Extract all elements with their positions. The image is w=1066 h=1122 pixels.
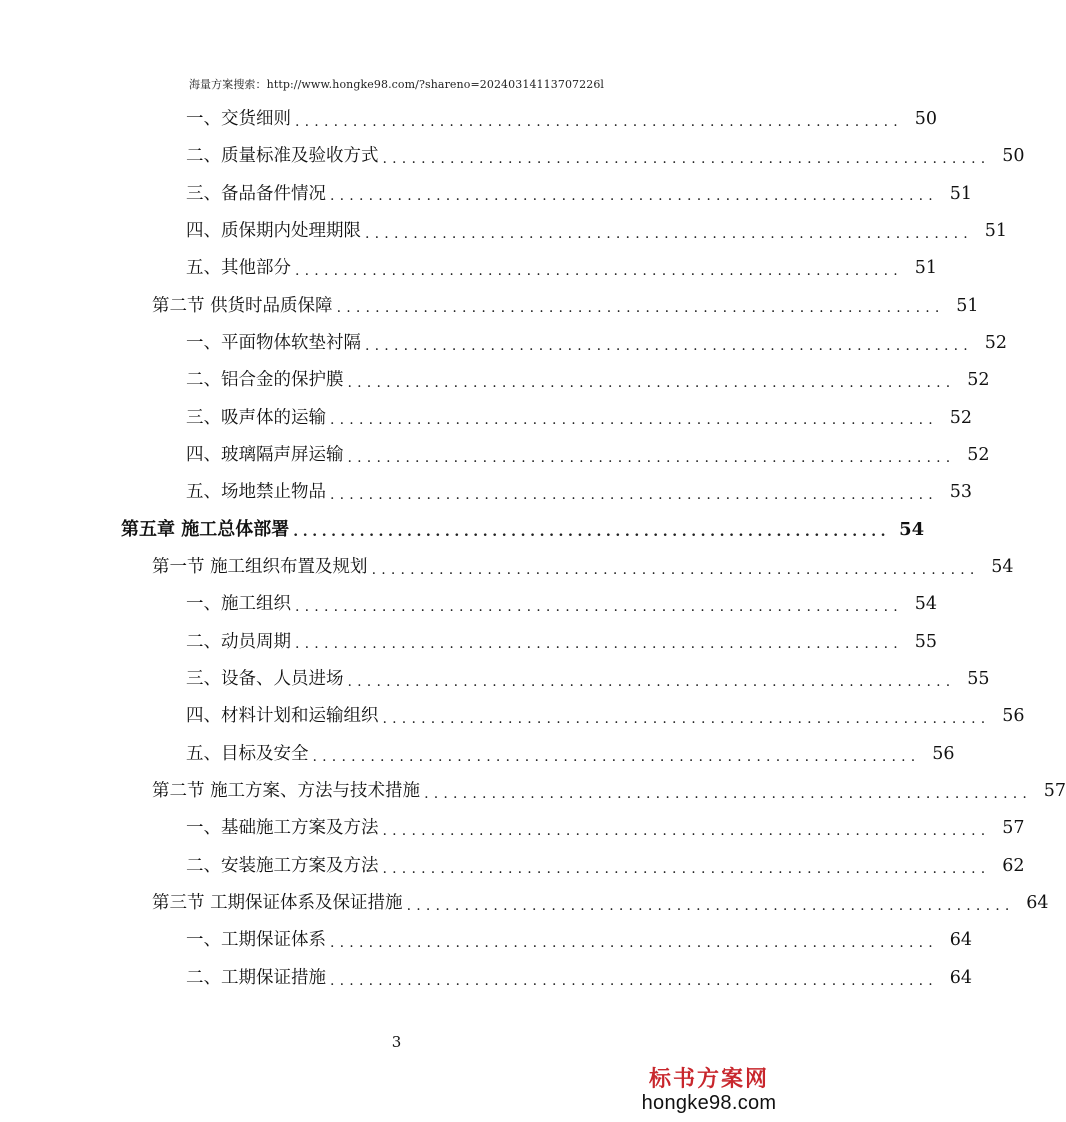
toc-dot-leader: ............................................................... — [382, 823, 991, 840]
table-of-contents — [0, 101, 1066, 997]
toc-entry-page-number: 53 — [949, 482, 972, 503]
toc-entry-item[interactable] — [0, 362, 990, 399]
toc-dot-leader: ............................................................... — [347, 673, 956, 690]
toc-dot-leader: ............................................................... — [382, 711, 991, 728]
toc-entry-item[interactable] — [0, 736, 955, 773]
toc-dot-leader: ............................................................... — [312, 748, 921, 765]
toc-entry-title: 五、其他部分 — [186, 258, 291, 279]
toc-entry-page-number: 54 — [899, 519, 925, 541]
toc-entry-page-number: 57 — [1002, 818, 1025, 839]
toc-entry-item[interactable] — [0, 699, 1025, 736]
toc-entry-section[interactable] — [0, 288, 979, 325]
toc-entry-title: 三、吸声体的运输 — [186, 407, 326, 428]
toc-entry-page-number: 50 — [914, 108, 937, 129]
toc-dot-leader: ............................................................... — [295, 636, 903, 653]
toc-entry-title: 四、质保期内处理期限 — [186, 220, 361, 241]
toc-entry-item[interactable] — [0, 960, 972, 997]
toc-entry-page-number: 55 — [967, 669, 990, 690]
toc-dot-leader: ............................................................... — [293, 524, 891, 541]
toc-entry-title: 五、目标及安全 — [186, 743, 309, 764]
header-share-note: 海量方案搜索：http://www.hongke98.com/?shareno=20240314113707226l — [188, 78, 605, 91]
toc-entry-item[interactable] — [0, 325, 1007, 362]
toc-entry-item[interactable] — [0, 586, 937, 623]
toc-entry-title: 三、备品备件情况 — [186, 183, 326, 204]
toc-entry-item[interactable] — [0, 176, 972, 213]
toc-dot-leader: ............................................................... — [347, 449, 956, 466]
toc-entry-page-number: 55 — [914, 631, 937, 652]
toc-entry-title: 一、平面物体软垫衬隔 — [186, 332, 361, 353]
toc-entry-title: 第三节 工期保证体系及保证措施 — [152, 893, 403, 914]
toc-entry-item[interactable] — [0, 923, 972, 960]
toc-entry-title: 第二节 施工方案、方法与技术措施 — [152, 781, 421, 802]
toc-entry-page-number: 54 — [991, 557, 1014, 578]
toc-dot-leader: ............................................................... — [336, 300, 945, 317]
page-number: 3 — [391, 1033, 402, 1051]
toc-dot-leader: ............................................................... — [330, 412, 938, 429]
toc-entry-title: 二、工期保证措施 — [186, 967, 326, 988]
toc-entry-section[interactable] — [0, 773, 1066, 810]
toc-dot-leader: ............................................................... — [406, 897, 1015, 914]
toc-entry-title: 二、安装施工方案及方法 — [186, 855, 379, 876]
toc-entry-title: 一、交货细则 — [186, 108, 291, 129]
toc-entry-item[interactable] — [0, 811, 1025, 848]
toc-entry-page-number: 64 — [1026, 893, 1049, 914]
watermark-en-text: hongke98.com — [641, 1092, 777, 1114]
toc-dot-leader: ............................................................... — [382, 151, 991, 168]
toc-entry-page-number: 57 — [1043, 781, 1066, 802]
toc-dot-leader: ............................................................... — [330, 972, 938, 989]
toc-dot-leader: ............................................................... — [295, 113, 903, 130]
toc-entry-item[interactable] — [0, 213, 1007, 250]
toc-entry-item[interactable] — [0, 624, 937, 661]
toc-dot-leader: ............................................................... — [330, 188, 938, 205]
toc-entry-section[interactable] — [0, 885, 1049, 922]
toc-entry-title: 一、施工组织 — [186, 594, 291, 615]
toc-entry-title: 第五章 施工总体部署 — [121, 519, 290, 541]
toc-entry-item[interactable] — [0, 437, 990, 474]
toc-entry-item[interactable] — [0, 661, 990, 698]
toc-dot-leader: ............................................................... — [382, 860, 991, 877]
toc-dot-leader: ............................................................... — [295, 599, 903, 616]
toc-entry-page-number: 51 — [984, 220, 1007, 241]
toc-entry-page-number: 64 — [949, 967, 972, 988]
toc-entry-item[interactable] — [0, 138, 1025, 175]
toc-dot-leader: ............................................................... — [347, 375, 956, 392]
toc-dot-leader: ............................................................... — [365, 337, 973, 354]
toc-entry-title: 第二节 供货时品质保障 — [152, 295, 333, 316]
toc-entry-title: 四、材料计划和运输组织 — [186, 706, 379, 727]
toc-dot-leader: ............................................................... — [365, 225, 973, 242]
toc-entry-page-number: 56 — [932, 743, 955, 764]
watermark-cn-text: 标书方案网 — [648, 1066, 769, 1092]
toc-entry-page-number: 50 — [1002, 146, 1025, 167]
toc-entry-page-number: 64 — [949, 930, 972, 951]
toc-dot-leader: ............................................................... — [371, 561, 980, 578]
toc-entry-page-number: 52 — [967, 445, 990, 466]
toc-entry-title: 三、设备、人员进场 — [186, 669, 344, 690]
toc-dot-leader: ............................................................... — [330, 487, 938, 504]
toc-entry-title: 一、工期保证体系 — [186, 930, 326, 951]
toc-entry-page-number: 54 — [914, 594, 937, 615]
toc-entry-section[interactable] — [0, 549, 1014, 586]
toc-dot-leader: ............................................................... — [330, 935, 938, 952]
toc-entry-title: 五、场地禁止物品 — [186, 482, 326, 503]
toc-dot-leader: ............................................................... — [424, 785, 1033, 802]
toc-entry-title: 二、铝合金的保护膜 — [186, 370, 344, 391]
toc-entry-item[interactable] — [0, 474, 972, 511]
toc-entry-page-number: 56 — [1002, 706, 1025, 727]
toc-entry-item[interactable] — [0, 848, 1025, 885]
toc-entry-item[interactable] — [0, 250, 937, 287]
toc-entry-page-number: 52 — [984, 332, 1007, 353]
toc-entry-title: 四、玻璃隔声屏运输 — [186, 445, 344, 466]
toc-entry-page-number: 52 — [949, 407, 972, 428]
toc-entry-page-number: 51 — [914, 258, 937, 279]
toc-entry-item[interactable] — [0, 101, 937, 138]
toc-entry-page-number: 51 — [949, 183, 972, 204]
toc-dot-leader: ............................................................... — [295, 263, 903, 280]
toc-entry-item[interactable] — [0, 400, 972, 437]
toc-entry-chapter[interactable] — [0, 512, 925, 549]
toc-entry-title: 一、基础施工方案及方法 — [186, 818, 379, 839]
toc-entry-page-number: 52 — [967, 370, 990, 391]
toc-entry-title: 二、质量标准及验收方式 — [186, 146, 379, 167]
toc-entry-page-number: 62 — [1002, 855, 1025, 876]
toc-entry-title: 第一节 施工组织布置及规划 — [152, 557, 368, 578]
toc-entry-page-number: 51 — [956, 295, 979, 316]
toc-entry-title: 二、动员周期 — [186, 631, 291, 652]
site-watermark-logo — [639, 1068, 779, 1114]
